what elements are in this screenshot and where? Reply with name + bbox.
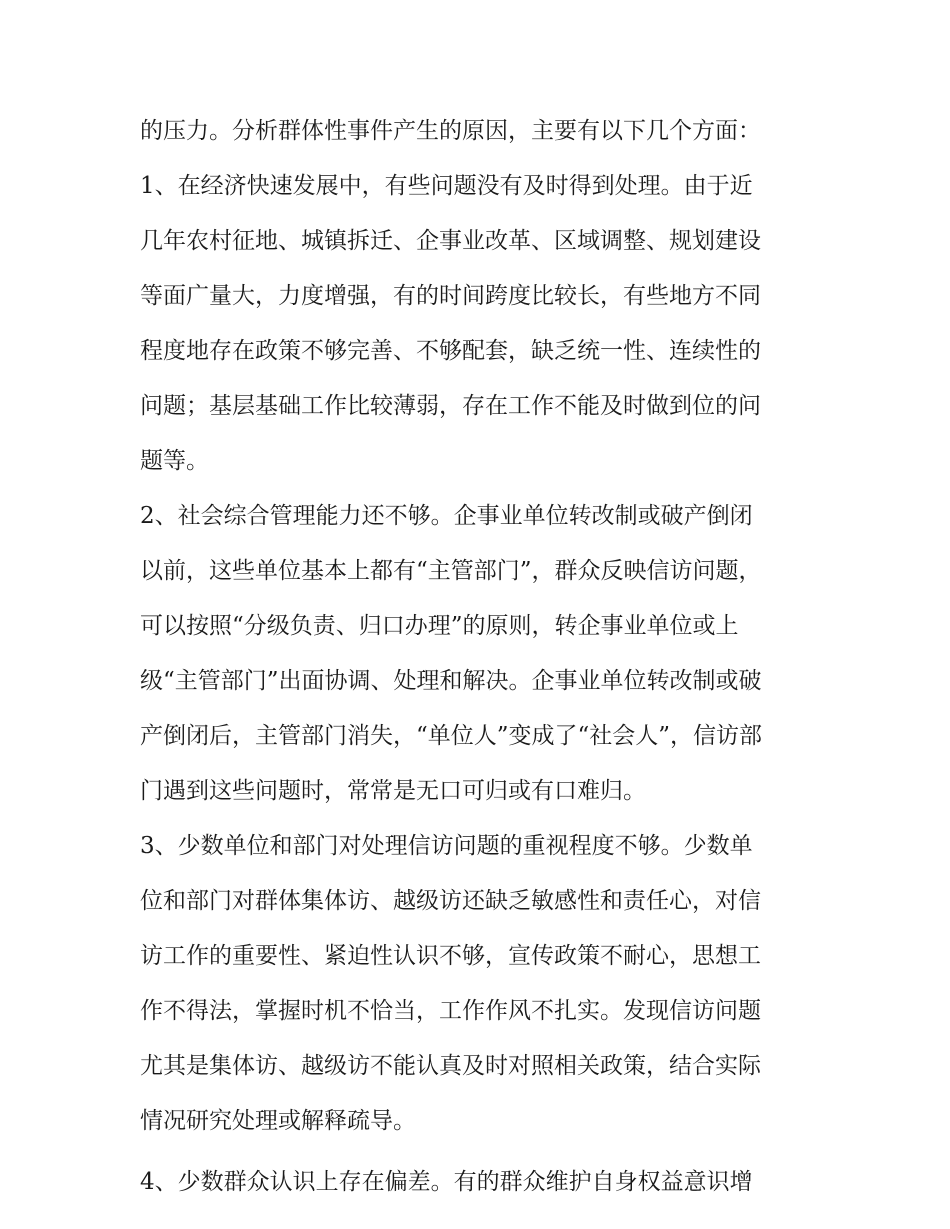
text-line: 尤其是集体访、越级访不能认真及时对照相关政策，结合实际 bbox=[140, 1053, 761, 1079]
text-line: 产倒闭后，主管部门消失，“单位人”变成了“社会人”，信访部 bbox=[140, 723, 763, 749]
text-line: 访工作的重要性、紧迫性认识不够，宣传政策不耐心，思想工 bbox=[140, 943, 761, 969]
text-line: 等面广量大，力度增强，有的时间跨度比较长，有些地方不同 bbox=[140, 283, 761, 309]
text-line: 作不得法，掌握时机不恰当，工作作风不扎实。发现信访问题 bbox=[140, 998, 761, 1024]
text-line: 位和部门对群体集体访、越级访还缺乏敏感性和责任心，对信 bbox=[140, 888, 761, 914]
text-line: 情况研究处理或解释疏导。 bbox=[140, 1108, 416, 1134]
text-line: 几年农村征地、城镇拆迁、企事业改革、区域调整、规划建设 bbox=[140, 228, 761, 254]
text-line: 可以按照“分级负责、归口办理”的原则，转企事业单位或上 bbox=[140, 613, 739, 639]
text-line: 的压力。分析群体性事件产生的原因，主要有以下几个方面： bbox=[140, 118, 761, 144]
text-line: 程度地存在政策不够完善、不够配套，缺乏统一性、连续性的 bbox=[140, 338, 761, 364]
text-line: 3、少数单位和部门对处理信访问题的重视程度不够。少数单 bbox=[140, 833, 753, 859]
text-line: 1、在经济快速发展中，有些问题没有及时得到处理。由于近 bbox=[140, 173, 753, 199]
body-text bbox=[140, 104, 820, 1210]
text-line: 问题；基层基础工作比较薄弱，存在工作不能及时做到位的问 bbox=[140, 393, 761, 419]
text-line: 级“主管部门”出面协调、处理和解决。企事业单位转改制或破 bbox=[140, 668, 762, 694]
text-line: 4、少数群众认识上存在偏差。有的群众维护自身权益意识增 bbox=[140, 1169, 753, 1195]
text-line: 以前，这些单位基本上都有“主管部门”，群众反映信访问题， bbox=[140, 558, 762, 584]
text-line: 题等。 bbox=[140, 448, 209, 474]
text-line: 门遇到这些问题时，常常是无口可归或有口难归。 bbox=[140, 778, 646, 804]
text-line: 2、社会综合管理能力还不够。企事业单位转改制或破产倒闭 bbox=[140, 503, 753, 529]
